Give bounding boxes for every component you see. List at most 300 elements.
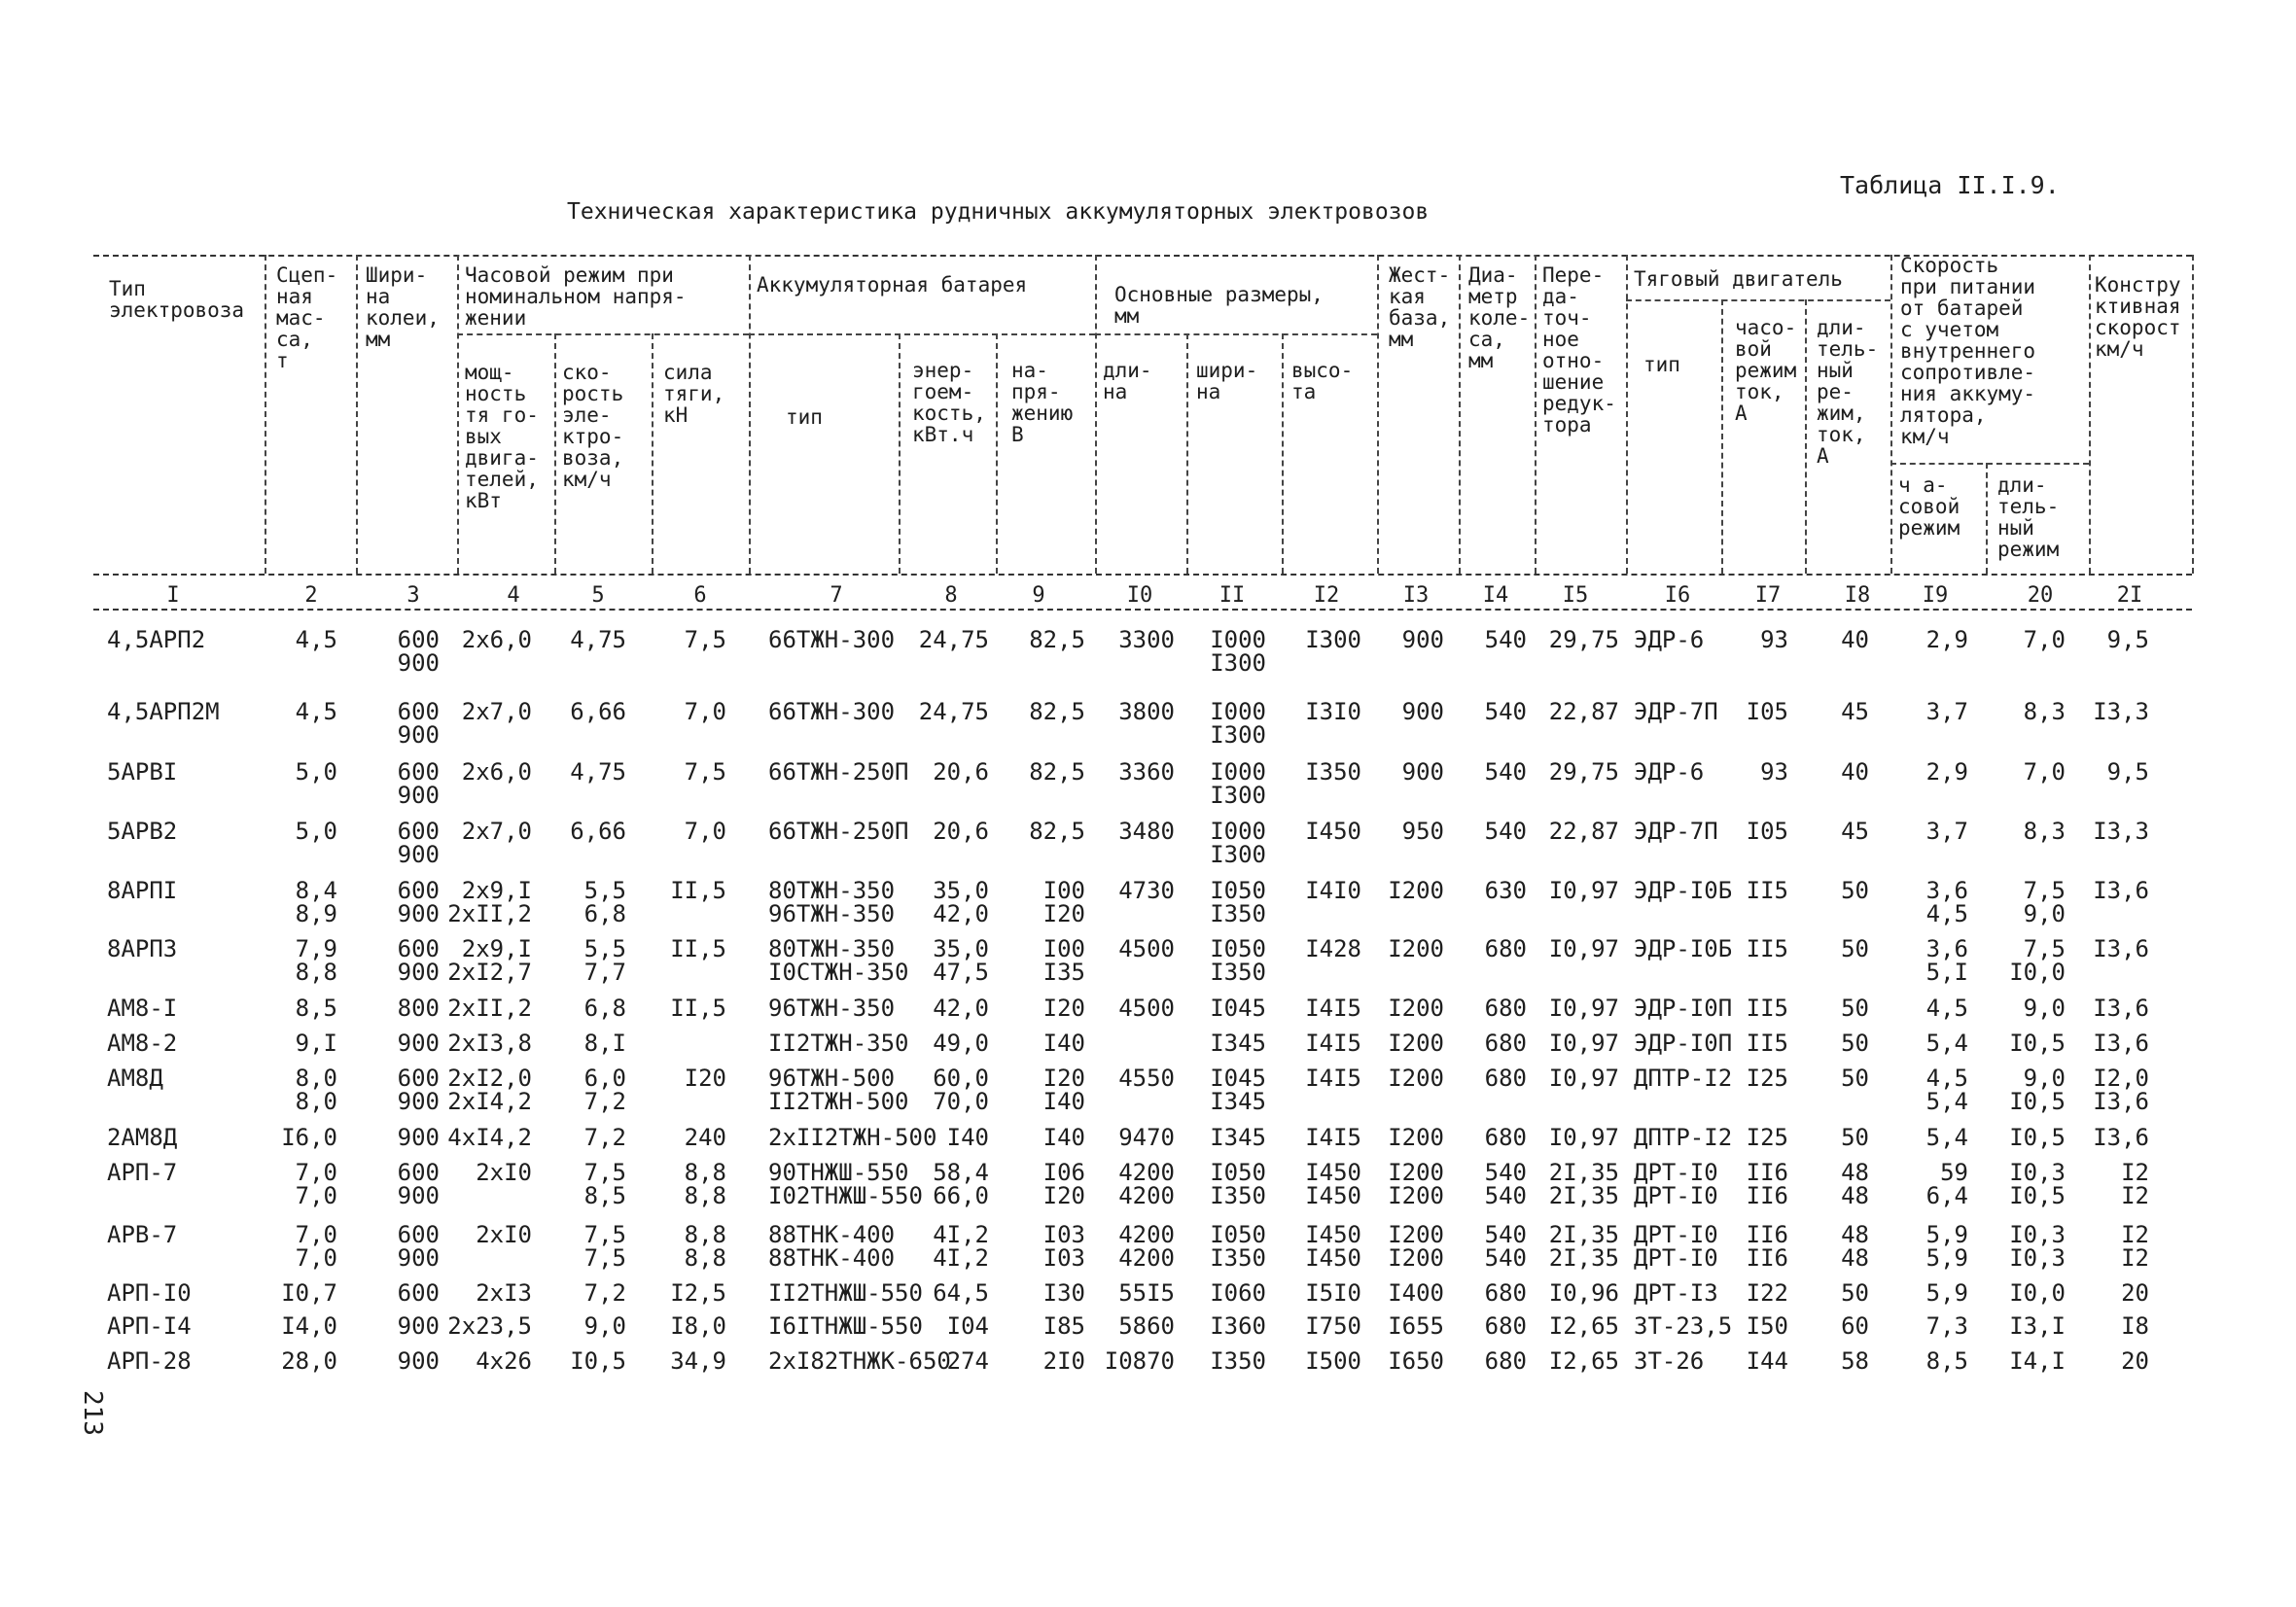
header-subdivider: [899, 333, 901, 574]
table-cell: 6,8: [583, 995, 626, 1022]
table-cell: ЭДР-I0Б: [1634, 877, 1733, 904]
column-number: I6: [1664, 583, 1691, 608]
table-cell: 4500: [1118, 935, 1175, 962]
table-cell: 96ТЖН-350: [768, 995, 896, 1022]
table-cell: 8,0 8,0: [295, 1065, 337, 1115]
table-cell: I045: [1210, 995, 1266, 1022]
table-cell: I2,65: [1548, 1312, 1619, 1340]
table-cell: II2ТНЖШ-550: [768, 1279, 923, 1307]
table-cell: 93: [1760, 626, 1788, 653]
table-cell: ДРТ-I0 ДРТ-I0: [1634, 1159, 1718, 1209]
table-cell: I000 I300: [1210, 626, 1266, 677]
table-cell: 5,0: [295, 758, 337, 786]
table-cell: I00 I35: [1042, 935, 1085, 986]
table-cell: 3360: [1118, 758, 1175, 786]
table-cell: 4500: [1118, 995, 1175, 1022]
table-cell: II6 II6: [1746, 1221, 1788, 1272]
table-cell: 540 540: [1484, 1221, 1527, 1272]
table-cell: 50: [1841, 1279, 1869, 1307]
table-cell: 600 900: [397, 1221, 440, 1272]
table-cell: 600 900: [397, 698, 440, 749]
header-subdivider: [1186, 333, 1188, 574]
row-loco-type: АМ8Д: [107, 1065, 163, 1092]
table-cell: II,5: [670, 935, 726, 962]
table-cell: ДПТР-I2: [1634, 1065, 1733, 1092]
table-cell: 58,4 66,0: [933, 1159, 989, 1209]
table-cell: I0,97: [1548, 1124, 1619, 1151]
table-cell: II2ТЖН-350: [768, 1030, 909, 1057]
table-cell: 600 900: [397, 626, 440, 677]
table-cell: I25: [1746, 1124, 1788, 1151]
table-cell: 680: [1484, 1279, 1527, 1307]
table-cell: 60: [1841, 1312, 1869, 1340]
table-cell: I350: [1210, 1347, 1266, 1375]
column-number: 2: [304, 583, 318, 608]
table-cell: 6,0 7,2: [583, 1065, 626, 1115]
table-cell: I3,3: [2093, 818, 2149, 845]
header-battery-voltage: на- пря- жению В: [1011, 359, 1074, 446]
group-underline-battery: [749, 333, 1095, 335]
table-cell: ЭДР-I0П: [1634, 1030, 1733, 1057]
table-number: Таблица II.I.9.: [1840, 171, 2060, 199]
table-cell: 5,5 6,8: [583, 877, 626, 927]
header-length: дли- на: [1103, 359, 1152, 403]
table-cell: 9470: [1118, 1124, 1175, 1151]
table-cell: 59 6,4: [1925, 1159, 1968, 1209]
table-cell: I350: [1305, 758, 1361, 786]
header-battery-type: тип: [786, 405, 823, 429]
table-cell: 42,0: [933, 995, 989, 1022]
table-cell: 600 900: [397, 1159, 440, 1209]
table-cell: 680: [1484, 995, 1527, 1022]
table-cell: ЭДР-I0П: [1634, 995, 1733, 1022]
table-cell: 600: [397, 1279, 440, 1307]
table-cell: 2х7,0: [461, 698, 532, 725]
table-cell: I44: [1746, 1347, 1788, 1375]
table-cell: 2,9: [1925, 626, 1968, 653]
page-number: 213: [78, 1390, 107, 1436]
table-cell: 80ТЖН-350 96ТЖН-350: [768, 877, 896, 927]
column-number: II: [1219, 583, 1246, 608]
row-loco-type: 4,5АРП2: [107, 626, 206, 653]
group-underline-speed: [1890, 463, 2089, 465]
table-cell: 8,8 8,8: [684, 1221, 726, 1272]
table-cell: 4I,2 4I,2: [933, 1221, 989, 1272]
table-cell: 3,7: [1925, 698, 1968, 725]
table-cell: 7,0: [684, 698, 726, 725]
column-number: 9: [1032, 583, 1045, 608]
table-cell: 2хI0: [476, 1159, 532, 1186]
table-cell: I20: [1042, 995, 1085, 1022]
group-underline-mode: [457, 333, 749, 335]
table-cell: I200: [1388, 877, 1444, 904]
table-cell: 50: [1841, 935, 1869, 962]
header-bottom-rule: [93, 574, 2192, 576]
table-cell: 80ТЖН-350 I0СТЖН-350: [768, 935, 909, 986]
table-cell: 66ТЖН-250П: [768, 758, 909, 786]
table-cell: 3480: [1118, 818, 1175, 845]
table-cell: I2 I2: [2121, 1221, 2149, 1272]
table-cell: I3I0: [1305, 698, 1361, 725]
row-loco-type: 8АРП3: [107, 935, 178, 962]
table-cell: 82,5: [1029, 698, 1085, 725]
table-cell: 4,75: [570, 626, 626, 653]
table-cell: 29,75: [1548, 626, 1619, 653]
table-cell: 7,3: [1925, 1312, 1968, 1340]
table-cell: I345: [1210, 1124, 1266, 1151]
column-number: I7: [1754, 583, 1782, 608]
table-cell: I0,0: [2009, 1279, 2066, 1307]
header-loco-type: Тип электровоза: [109, 277, 245, 322]
table-cell: 900: [1401, 698, 1444, 725]
table-cell: I400: [1388, 1279, 1444, 1307]
table-cell: 2хI3: [476, 1279, 532, 1307]
table-cell: 540: [1484, 758, 1527, 786]
table-cell: I0,3 I0,5: [2009, 1159, 2066, 1209]
table-cell: 20,6: [933, 818, 989, 845]
table-cell: I85: [1042, 1312, 1085, 1340]
row-loco-type: АМ8-2: [107, 1030, 178, 1057]
table-cell: 600 900: [397, 818, 440, 868]
table-cell: 48 48: [1841, 1221, 1869, 1272]
table-cell: I200: [1388, 995, 1444, 1022]
header-subdivider: [554, 333, 556, 574]
table-cell: I050 I350: [1210, 1159, 1266, 1209]
table-cell: 5,4: [1925, 1030, 1968, 1057]
row-loco-type: АРП-28: [107, 1347, 192, 1375]
table-cell: I3,6: [2093, 1030, 2149, 1057]
table-cell: 93: [1760, 758, 1788, 786]
table-cell: 82,5: [1029, 626, 1085, 653]
table-cell: 540 540: [1484, 1159, 1527, 1209]
table-cell: 3,6 4,5: [1925, 877, 1968, 927]
table-cell: 35,0 47,5: [933, 935, 989, 986]
table-cell: 24,75: [918, 698, 989, 725]
table-cell: 5,9 5,9: [1925, 1221, 1968, 1272]
table-cell: 20,6: [933, 758, 989, 786]
header-divider: [457, 255, 459, 574]
table-cell: 35,0 42,0: [933, 877, 989, 927]
table-cell: I345: [1210, 1030, 1266, 1057]
table-cell: 2I0: [1042, 1347, 1085, 1375]
table-cell: I4I5: [1305, 1124, 1361, 1151]
header-divider: [265, 255, 266, 574]
table-cell: 29,75: [1548, 758, 1619, 786]
table-cell: 680: [1484, 1312, 1527, 1340]
column-number-rule: [93, 609, 2192, 611]
table-cell: 7,5: [684, 626, 726, 653]
header-top-rule: [93, 255, 2192, 257]
header-gear-ratio: Пере- да- точ- ное отно- шение редук- тора: [1542, 263, 1616, 437]
table-cell: 20: [2121, 1347, 2149, 1375]
column-number: 2I: [2116, 583, 2143, 608]
group-underline-motor: [1626, 299, 1890, 301]
table-cell: 7,5 9,0: [2023, 877, 2066, 927]
table-cell: ЭДР-7П: [1634, 698, 1718, 725]
table-cell: I0,97: [1548, 995, 1619, 1022]
header-divider: [1459, 255, 1461, 574]
table-cell: 4730: [1118, 877, 1175, 904]
table-cell: 5,9: [1925, 1279, 1968, 1307]
table-cell: I000 I300: [1210, 698, 1266, 749]
table-cell: 96ТЖН-500 II2ТЖН-500: [768, 1065, 909, 1115]
row-loco-type: 5АРВI: [107, 758, 178, 786]
table-cell: 7,0 7,0: [295, 1221, 337, 1272]
table-cell: 49,0: [933, 1030, 989, 1057]
table-cell: II,5: [670, 877, 726, 904]
table-cell: I4,I: [2009, 1347, 2066, 1375]
table-cell: I3,I: [2009, 1312, 2066, 1340]
table-cell: I300: [1305, 626, 1361, 653]
header-design-speed: Констру ктивная скорост км/ч: [2095, 273, 2181, 361]
table-cell: I0,5: [570, 1347, 626, 1375]
table-cell: 8,I: [583, 1030, 626, 1057]
table-cell: ЭДР-I0Б: [1634, 935, 1733, 962]
table-cell: 2хII,2: [447, 995, 532, 1022]
header-divider: [1095, 255, 1097, 574]
table-cell: I6IТНЖШ-550: [768, 1312, 923, 1340]
table-cell: 2I,35 2I,35: [1548, 1159, 1619, 1209]
table-cell: I8,0: [670, 1312, 726, 1340]
table-cell: 240: [684, 1124, 726, 1151]
table-cell: I000 I300: [1210, 758, 1266, 809]
header-divider: [2089, 255, 2091, 574]
header-divider: [749, 255, 751, 574]
table-cell: I0,5: [2009, 1124, 2066, 1151]
table-cell: 9,0: [2023, 995, 2066, 1022]
header-wheel-diameter: Диа- метр коле- са, мм: [1468, 263, 1531, 372]
table-cell: 680: [1484, 1124, 1527, 1151]
table-cell: ДРТ-I0 ДРТ-I0: [1634, 1221, 1718, 1272]
table-cell: 50: [1841, 1124, 1869, 1151]
table-cell: 4х26: [476, 1347, 532, 1375]
table-cell: 50: [1841, 1030, 1869, 1057]
table-cell: I4,0: [281, 1312, 337, 1340]
table-cell: 66ТЖН-250П: [768, 818, 909, 845]
table-cell: 600 900: [397, 758, 440, 809]
table-cell: I200 I200: [1388, 1159, 1444, 1209]
header-motor-type: тип: [1643, 353, 1680, 376]
row-loco-type: 2АМ8Д: [107, 1124, 178, 1151]
table-cell: I05: [1746, 698, 1788, 725]
table-cell: ЗТ-23,5: [1634, 1312, 1733, 1340]
table-cell: 274: [946, 1347, 989, 1375]
table-cell: I3,6: [2093, 935, 2149, 962]
column-number: I0: [1126, 583, 1153, 608]
table-cell: I200: [1388, 1124, 1444, 1151]
table-cell: 680: [1484, 1347, 1527, 1375]
row-loco-type: 4,5АРП2М: [107, 698, 220, 725]
table-cell: I450 I450: [1305, 1221, 1361, 1272]
table-cell: I8: [2121, 1312, 2149, 1340]
table-cell: I450: [1305, 818, 1361, 845]
table-cell: 4200 4200: [1118, 1221, 1175, 1272]
table-cell: ЭДР-7П: [1634, 818, 1718, 845]
table-cell: I3,6: [2093, 877, 2149, 904]
table-cell: 5860: [1118, 1312, 1175, 1340]
table-cell: 2I,35 2I,35: [1548, 1221, 1619, 1272]
table-cell: 64,5: [933, 1279, 989, 1307]
table-cell: 66ТЖН-300: [768, 698, 896, 725]
table-cell: 7,5: [684, 758, 726, 786]
header-speed-continuous: дли- тель- ный режим: [1997, 473, 2060, 561]
table-cell: 55I5: [1118, 1279, 1175, 1307]
table-cell: I050 I350: [1210, 877, 1266, 927]
table-cell: 45: [1841, 698, 1869, 725]
table-cell: 600 900: [397, 935, 440, 986]
header-divider: [1535, 255, 1537, 574]
table-cell: 7,0: [684, 818, 726, 845]
table-cell: 3,7: [1925, 818, 1968, 845]
table-cell: I0870: [1104, 1347, 1175, 1375]
table-cell: 7,5 8,5: [583, 1159, 626, 1209]
column-number: I2: [1313, 583, 1340, 608]
column-number: I3: [1402, 583, 1430, 608]
table-cell: I200 I200: [1388, 1221, 1444, 1272]
header-subdivider: [996, 333, 998, 574]
table-cell: 50: [1841, 877, 1869, 904]
table-cell: I4I5: [1305, 1030, 1361, 1057]
table-cell: I500: [1305, 1347, 1361, 1375]
header-subdivider: [1282, 333, 1284, 574]
table-cell: 7,5 I0,0: [2009, 935, 2066, 986]
table-cell: 24,75: [918, 626, 989, 653]
table-cell: I000 I300: [1210, 818, 1266, 868]
header-divider: [2192, 255, 2194, 574]
table-cell: II6 II6: [1746, 1159, 1788, 1209]
row-loco-type: АМ8-I: [107, 995, 178, 1022]
table-cell: 5,4: [1925, 1124, 1968, 1151]
column-number: I4: [1482, 583, 1509, 608]
column-number: 7: [830, 583, 843, 608]
table-cell: 40: [1841, 626, 1869, 653]
table-cell: 66ТЖН-300: [768, 626, 896, 653]
table-cell: 2х6,0: [461, 626, 532, 653]
table-cell: I360: [1210, 1312, 1266, 1340]
table-cell: 7,2: [583, 1279, 626, 1307]
table-cell: I2 I2: [2121, 1159, 2149, 1209]
header-battery-group: Аккумуляторная батарея: [757, 273, 1028, 297]
column-number: 8: [944, 583, 958, 608]
table-cell: I045 I345: [1210, 1065, 1266, 1115]
header-speed-group: Скорость при питании от батарей с учетом внутреннего сопротивле- ния аккуму- лятора, км/ч: [1900, 254, 2036, 448]
table-cell: I2,0 I3,6: [2093, 1065, 2149, 1115]
table-cell: I20: [684, 1065, 726, 1092]
table-cell: 2хI3,8: [447, 1030, 532, 1057]
table-cell: I04: [946, 1312, 989, 1340]
table-cell: 900: [397, 1030, 440, 1057]
table-cell: 2х7,0: [461, 818, 532, 845]
header-hourly-current: часо- вой режим ток, А: [1735, 316, 1797, 425]
table-cell: I0,97: [1548, 877, 1619, 904]
table-cell: I5I0: [1305, 1279, 1361, 1307]
table-cell: 8,5: [1925, 1347, 1968, 1375]
table-cell: 7,0: [2023, 758, 2066, 786]
table-cell: I750: [1305, 1312, 1361, 1340]
header-subdivider: [1986, 463, 1988, 574]
table-cell: 600 900: [397, 1065, 440, 1115]
header-energy-capacity: энер- гоем- кость, кВт.ч: [912, 359, 986, 446]
table-cell: 48 48: [1841, 1159, 1869, 1209]
table-cell: I0,96: [1548, 1279, 1619, 1307]
header-divider: [356, 255, 358, 574]
table-cell: 6,66: [570, 698, 626, 725]
table-cell: I050 I350: [1210, 1221, 1266, 1272]
table-cell: I3,3: [2093, 698, 2149, 725]
table-cell: I0,97: [1548, 1030, 1619, 1057]
column-number: I: [166, 583, 180, 608]
table-cell: 9,5: [2106, 626, 2149, 653]
table-cell: 950: [1401, 818, 1444, 845]
table-cell: 900: [1401, 626, 1444, 653]
table-cell: I060: [1210, 1279, 1266, 1307]
table-cell: 680: [1484, 1065, 1527, 1092]
column-number: 4: [507, 583, 520, 608]
table-cell: I22: [1746, 1279, 1788, 1307]
table-cell: 22,87: [1548, 818, 1619, 845]
table-cell: ДРТ-I3: [1634, 1279, 1718, 1307]
table-cell: 88ТНК-400 88ТНК-400: [768, 1221, 896, 1272]
header-track-gauge: Шири- на колеи, мм: [366, 263, 440, 351]
table-cell: 7,0: [2023, 626, 2066, 653]
table-cell: I2,65: [1548, 1347, 1619, 1375]
table-cell: ЗТ-26: [1634, 1347, 1705, 1375]
table-cell: 7,0 7,0: [295, 1159, 337, 1209]
table-cell: 3300: [1118, 626, 1175, 653]
table-cell: I655: [1388, 1312, 1444, 1340]
table-cell: 540: [1484, 698, 1527, 725]
table-cell: 800: [397, 995, 440, 1022]
table-cell: I0,97: [1548, 935, 1619, 962]
table-cell: 4,75: [570, 758, 626, 786]
row-loco-type: АРП-I4: [107, 1312, 192, 1340]
table-cell: 900: [397, 1124, 440, 1151]
table-cell: 2хI82ТНЖК-650: [768, 1347, 951, 1375]
header-continuous-current: дли- тель- ный ре- жим, ток, А: [1817, 316, 1879, 468]
table-cell: I200: [1388, 1030, 1444, 1057]
table-cell: 20: [2121, 1279, 2149, 1307]
header-divider: [1626, 255, 1628, 574]
column-number: 5: [591, 583, 605, 608]
table-cell: II5: [1746, 935, 1788, 962]
table-cell: I4I5: [1305, 995, 1361, 1022]
header-subdivider: [1721, 299, 1723, 574]
table-cell: 9,5: [2106, 758, 2149, 786]
header-wheelbase: Жест- кая база, мм: [1389, 263, 1451, 351]
column-number: 3: [406, 583, 420, 608]
column-number: I8: [1844, 583, 1871, 608]
header-traction-motor-group: Тяговый двигатель: [1634, 267, 1843, 291]
table-cell: 9,0: [583, 1312, 626, 1340]
table-cell: 2х9,I 2хII,2: [447, 877, 532, 927]
table-cell: 7,5 7,5: [583, 1221, 626, 1272]
table-cell: I40: [1042, 1030, 1085, 1057]
table-cell: ЭДР-6: [1634, 626, 1705, 653]
table-caption: Техническая характеристика рудничных аккумуляторных электровозов: [567, 199, 1430, 225]
table-cell: I650: [1388, 1347, 1444, 1375]
row-loco-type: 5АРВ2: [107, 818, 178, 845]
table-cell: 2х6,0: [461, 758, 532, 786]
table-cell: 680: [1484, 935, 1527, 962]
row-loco-type: АРВ-7: [107, 1221, 178, 1248]
table-cell: 9,I: [295, 1030, 337, 1057]
header-loco-speed: ско- рость эле- ктро- воза, км/ч: [562, 361, 624, 491]
table-cell: I0,3 I0,3: [2009, 1221, 2066, 1272]
header-height: высо- та: [1291, 359, 1354, 403]
table-cell: I40: [1042, 1124, 1085, 1151]
table-cell: I6,0: [281, 1124, 337, 1151]
table-cell: 28,0: [281, 1347, 337, 1375]
